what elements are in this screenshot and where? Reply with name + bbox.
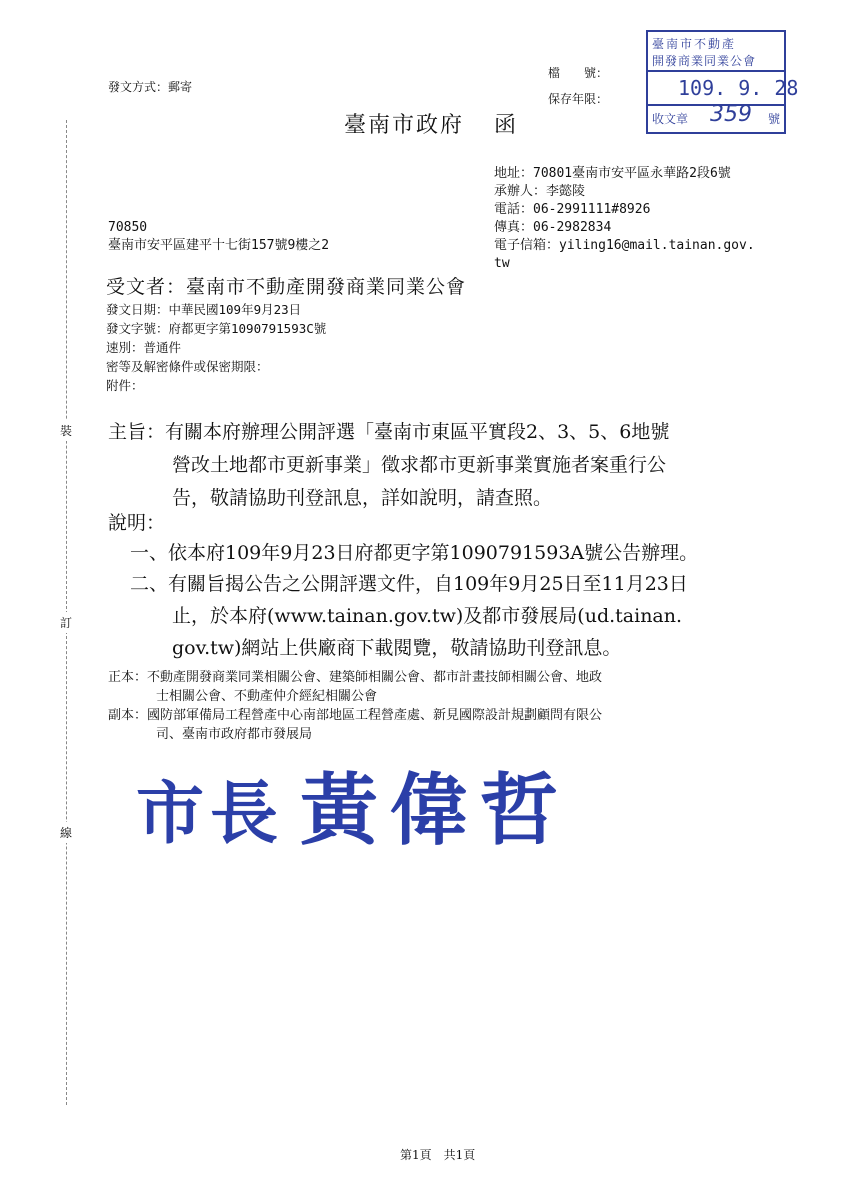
archive-no-label: 檔 號： <box>548 66 609 80</box>
binding-mark-zhuang: 裝 <box>60 420 72 441</box>
send-method: 發文方式：郵寄 <box>108 80 193 94</box>
stamp-receive-label: 收文章 <box>652 112 689 126</box>
main-copy-line: 正本：不動產開發商業同業相關公會、建築師相關公會、都市計畫技師相關公會、地政 <box>108 670 603 685</box>
recipient: 受文者：臺南市不動產開發商業同業公會 <box>106 276 467 298</box>
page-title <box>344 108 518 139</box>
subject <box>108 416 788 515</box>
page-footer: 第1頁 共1頁 <box>400 1148 476 1162</box>
cc-copy-line: 副本：國防部軍備局工程營產中心南部地區工程營產處、新見國際設計規劃顧問有限公 <box>108 708 603 723</box>
binding-mark-xian: 線 <box>60 822 72 843</box>
contact-handler: 承辦人：李懿陵 <box>494 184 586 199</box>
contact-address: 地址：70801臺南市安平區永華路2段6號 <box>494 166 731 181</box>
stamp-hao: 號 <box>767 112 780 126</box>
subject-line: 告，敬請協助刊登訊息，詳如說明，請查照。 <box>172 487 553 509</box>
meta-secrecy: 密等及解密條件或保密期限： <box>106 359 269 374</box>
explanation-heading: 說明： <box>108 512 166 534</box>
stamp-org-line2: 開發商業同業公會 <box>652 54 757 68</box>
title-doc-type: 函 <box>494 113 519 138</box>
mayor-signature-seal <box>136 748 570 860</box>
stamp-receive-number: 359 <box>710 102 752 127</box>
explanation-item-2-line: 止，於本府(www.tainan.gov.tw)及都市發展局(ud.tainan. <box>172 605 683 627</box>
distribution <box>108 668 602 744</box>
subject-line: 主旨：有關本府辦理公開評選「臺南市東區平實段2、3、5、6地號 <box>108 421 670 443</box>
signature-title: 市長 <box>136 774 285 854</box>
explanation-item-2-line: 二、有關旨揭公告之公開評選文件，自109年9月25日至11月23日 <box>130 573 688 595</box>
receipt-stamp <box>646 30 799 134</box>
meta-doc-no: 發文字號：府都更字第1090791593C號 <box>106 321 327 336</box>
contact-email-cont: tw <box>494 256 510 271</box>
stamp-date: 109. 9. 28 <box>678 76 799 100</box>
cc-copy-line: 司、臺南市政府都市發展局 <box>156 727 313 742</box>
contact-fax: 傳真：06-2982834 <box>494 220 612 235</box>
subject-line: 營改土地都市更新事業」徵求都市更新事業實施者案重行公 <box>172 454 667 476</box>
binding-mark-ding: 訂 <box>60 612 72 633</box>
meta-attachment: 附件： <box>106 378 144 393</box>
signature-name: 黃偉哲 <box>300 765 571 856</box>
contact-block <box>494 165 755 273</box>
explanation-item-2-line: gov.tw)網站上供廠商下載閱覽，敬請協助刊登訊息。 <box>172 637 622 659</box>
title-org: 臺南市政府 <box>344 113 465 138</box>
explanation-item-1: 一、依本府109年9月23日府都更字第1090791593A號公告辦理。 <box>130 542 699 564</box>
recipient-zip: 70850 <box>108 220 148 235</box>
doc-meta <box>106 300 326 395</box>
explanation-item-2 <box>130 568 688 664</box>
main-copy-line: 士相關公會、不動產仲介經紀相關公會 <box>156 689 378 704</box>
contact-phone: 電話：06-2991111#8926 <box>494 202 651 217</box>
archive-info <box>548 60 608 112</box>
meta-date: 發文日期：中華民國109年9月23日 <box>106 302 302 317</box>
recipient-address-block <box>108 219 329 255</box>
stamp-org-line1: 臺南市不動產 <box>652 37 737 51</box>
stamp-divider <box>648 70 784 72</box>
recipient-address: 臺南市安平區建平十七街157號9樓之2 <box>108 238 330 253</box>
meta-speed: 速別：普通件 <box>106 340 182 355</box>
retention-label: 保存年限： <box>548 92 609 106</box>
contact-email: 電子信箱：yiling16@mail.tainan.gov. <box>494 238 755 253</box>
